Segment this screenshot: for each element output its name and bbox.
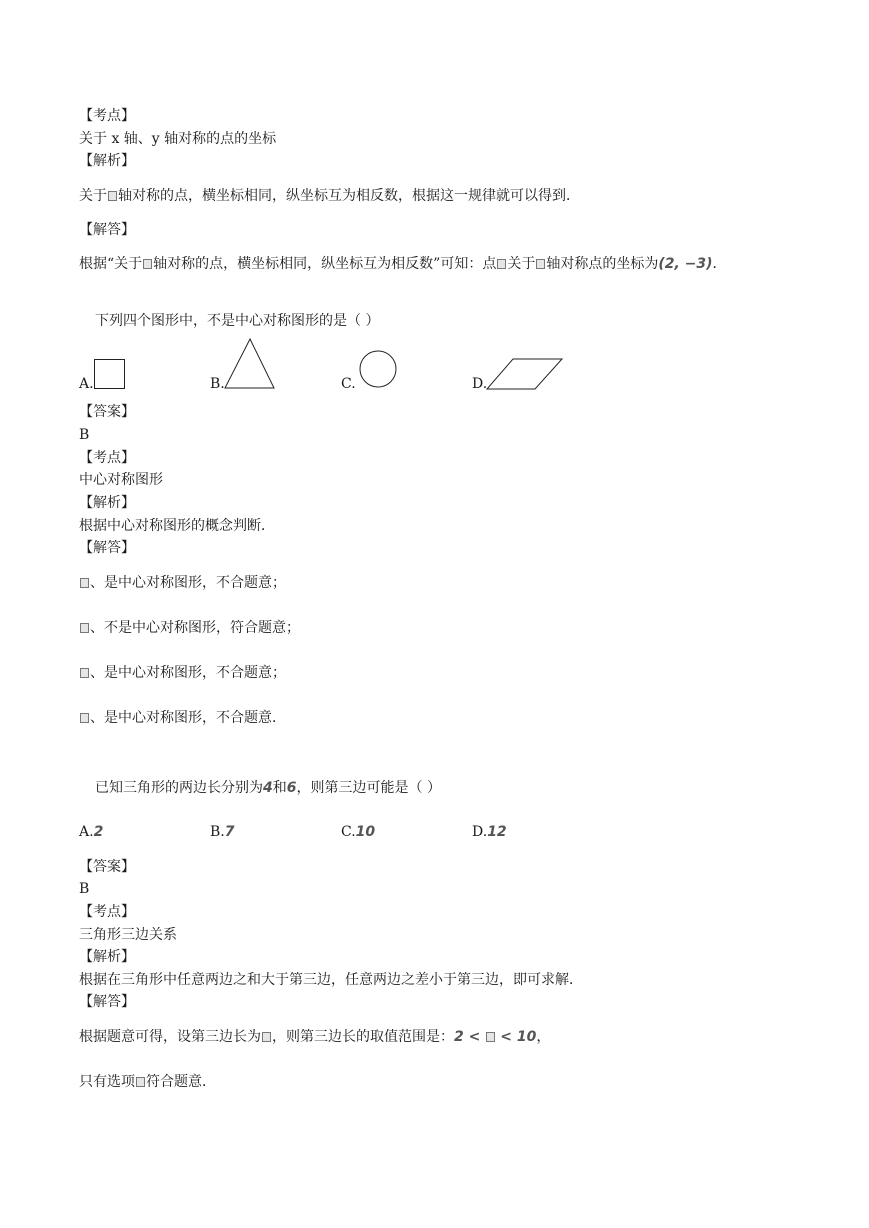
text-segment: ，则第三边可能是（ ）	[296, 780, 441, 796]
formula-placeholder-icon	[143, 259, 152, 269]
text-segment: ，	[536, 1029, 551, 1045]
square-shape	[94, 359, 126, 389]
final-text	[79, 1072, 216, 1092]
option-letter-b: B.	[210, 376, 225, 392]
text-segment: ．	[712, 256, 727, 272]
triangle-shape	[224, 338, 276, 390]
kaodian-text: 三角形三边关系	[79, 927, 177, 943]
text-segment: 轴对称点的坐标为	[546, 256, 659, 272]
option-a	[79, 822, 103, 842]
text-segment: 符合题意．	[146, 1074, 216, 1090]
answer-label: 【答案】	[79, 404, 135, 420]
jiexi-text: 根据中心对称图形的概念判断．	[79, 518, 275, 534]
jieda-label: 【解答】	[79, 222, 135, 238]
answer-text: B	[79, 427, 90, 443]
text-segment: 根据“关于	[79, 256, 143, 272]
text-segment: 只有选项	[79, 1074, 135, 1090]
text-segment: 和	[272, 780, 287, 796]
text-segment: 、是中心对称图形，不合题意；	[90, 575, 286, 591]
option-value: 10	[355, 824, 376, 840]
jiexi-label: 【解析】	[79, 153, 135, 169]
text-segment: 关于	[507, 256, 536, 272]
jiexi-text	[79, 186, 580, 206]
option-letter: D.	[472, 824, 488, 840]
formula-placeholder-icon	[262, 1032, 271, 1042]
jieda-line	[79, 663, 286, 683]
jieda-line	[79, 708, 286, 728]
parallelogram-shape	[486, 358, 564, 390]
jiexi-label: 【解析】	[79, 949, 135, 965]
kaodian-text: 关于 x 轴、y 轴对称的点的坐标	[79, 131, 277, 147]
option-value: 12	[487, 824, 507, 840]
text-segment: ，则第三边长的取值范围是：	[272, 1029, 454, 1045]
text-segment: 轴对称的点，横坐标相同，纵坐标互为相反数”可知：点	[153, 256, 497, 272]
answer-label: 【答案】	[79, 859, 135, 875]
jieda-text	[79, 254, 727, 274]
kaodian-label: 【考点】	[79, 108, 135, 124]
formula-placeholder-icon	[536, 259, 545, 269]
question-text: 下列四个图形中，不是中心对称图形的是（ ）	[95, 313, 380, 329]
circle-shape	[359, 350, 397, 388]
formula-placeholder-icon	[80, 713, 89, 723]
jiexi-text: 根据在三角形中任意两边之和大于第三边，任意两边之差小于第三边，即可求解．	[79, 972, 583, 988]
formula-placeholder-icon	[80, 668, 89, 678]
option-value: 7	[224, 824, 235, 840]
kaodian-text: 中心对称图形	[79, 472, 163, 488]
option-letter-d: D.	[472, 376, 488, 392]
answer-text: B	[79, 881, 90, 897]
formula-placeholder-icon	[136, 1077, 145, 1087]
formula-placeholder-icon	[486, 1032, 495, 1042]
text-segment: 关于	[79, 188, 107, 204]
option-c	[341, 822, 375, 842]
jieda-label: 【解答】	[79, 994, 135, 1010]
option-b	[210, 822, 235, 842]
point-coordinate: (2, −3)	[658, 256, 713, 272]
formula-placeholder-icon	[80, 578, 89, 588]
jieda-label: 【解答】	[79, 540, 135, 556]
text-segment: 、是中心对称图形，不合题意；	[90, 665, 286, 681]
formula-placeholder-icon	[497, 259, 506, 269]
option-value: 2	[93, 824, 104, 840]
math-number: 6	[286, 780, 297, 796]
option-letter: C.	[341, 824, 356, 840]
option-d	[472, 822, 507, 842]
kaodian-label: 【考点】	[79, 904, 135, 920]
math-number: 4	[263, 780, 273, 796]
formula-placeholder-icon	[108, 191, 117, 201]
text-segment: 、不是中心对称图形，符合题意；	[90, 620, 300, 636]
text-segment: 轴对称的点，横坐标相同，纵坐标互为相反数，根据这一规律就可以得到．	[118, 188, 580, 204]
jieda-line	[79, 618, 300, 638]
option-letter-a: A.	[79, 376, 94, 392]
option-letter-c: C.	[341, 376, 356, 392]
jieda-text	[79, 1027, 550, 1047]
kaodian-label: 【考点】	[79, 450, 135, 466]
jiexi-label: 【解析】	[79, 495, 135, 511]
jieda-line	[79, 573, 286, 593]
text-segment: 根据题意可得，设第三边长为	[79, 1029, 261, 1045]
question-text	[95, 778, 441, 798]
formula-placeholder-icon	[80, 623, 89, 633]
range-left: 2 <	[454, 1029, 481, 1045]
option-letter: A.	[79, 824, 94, 840]
range-right: < 10	[500, 1029, 537, 1045]
text-segment: 、是中心对称图形，不合题意．	[90, 710, 286, 726]
text-segment: 已知三角形的两边长分别为	[95, 780, 263, 796]
option-letter: B.	[210, 824, 225, 840]
